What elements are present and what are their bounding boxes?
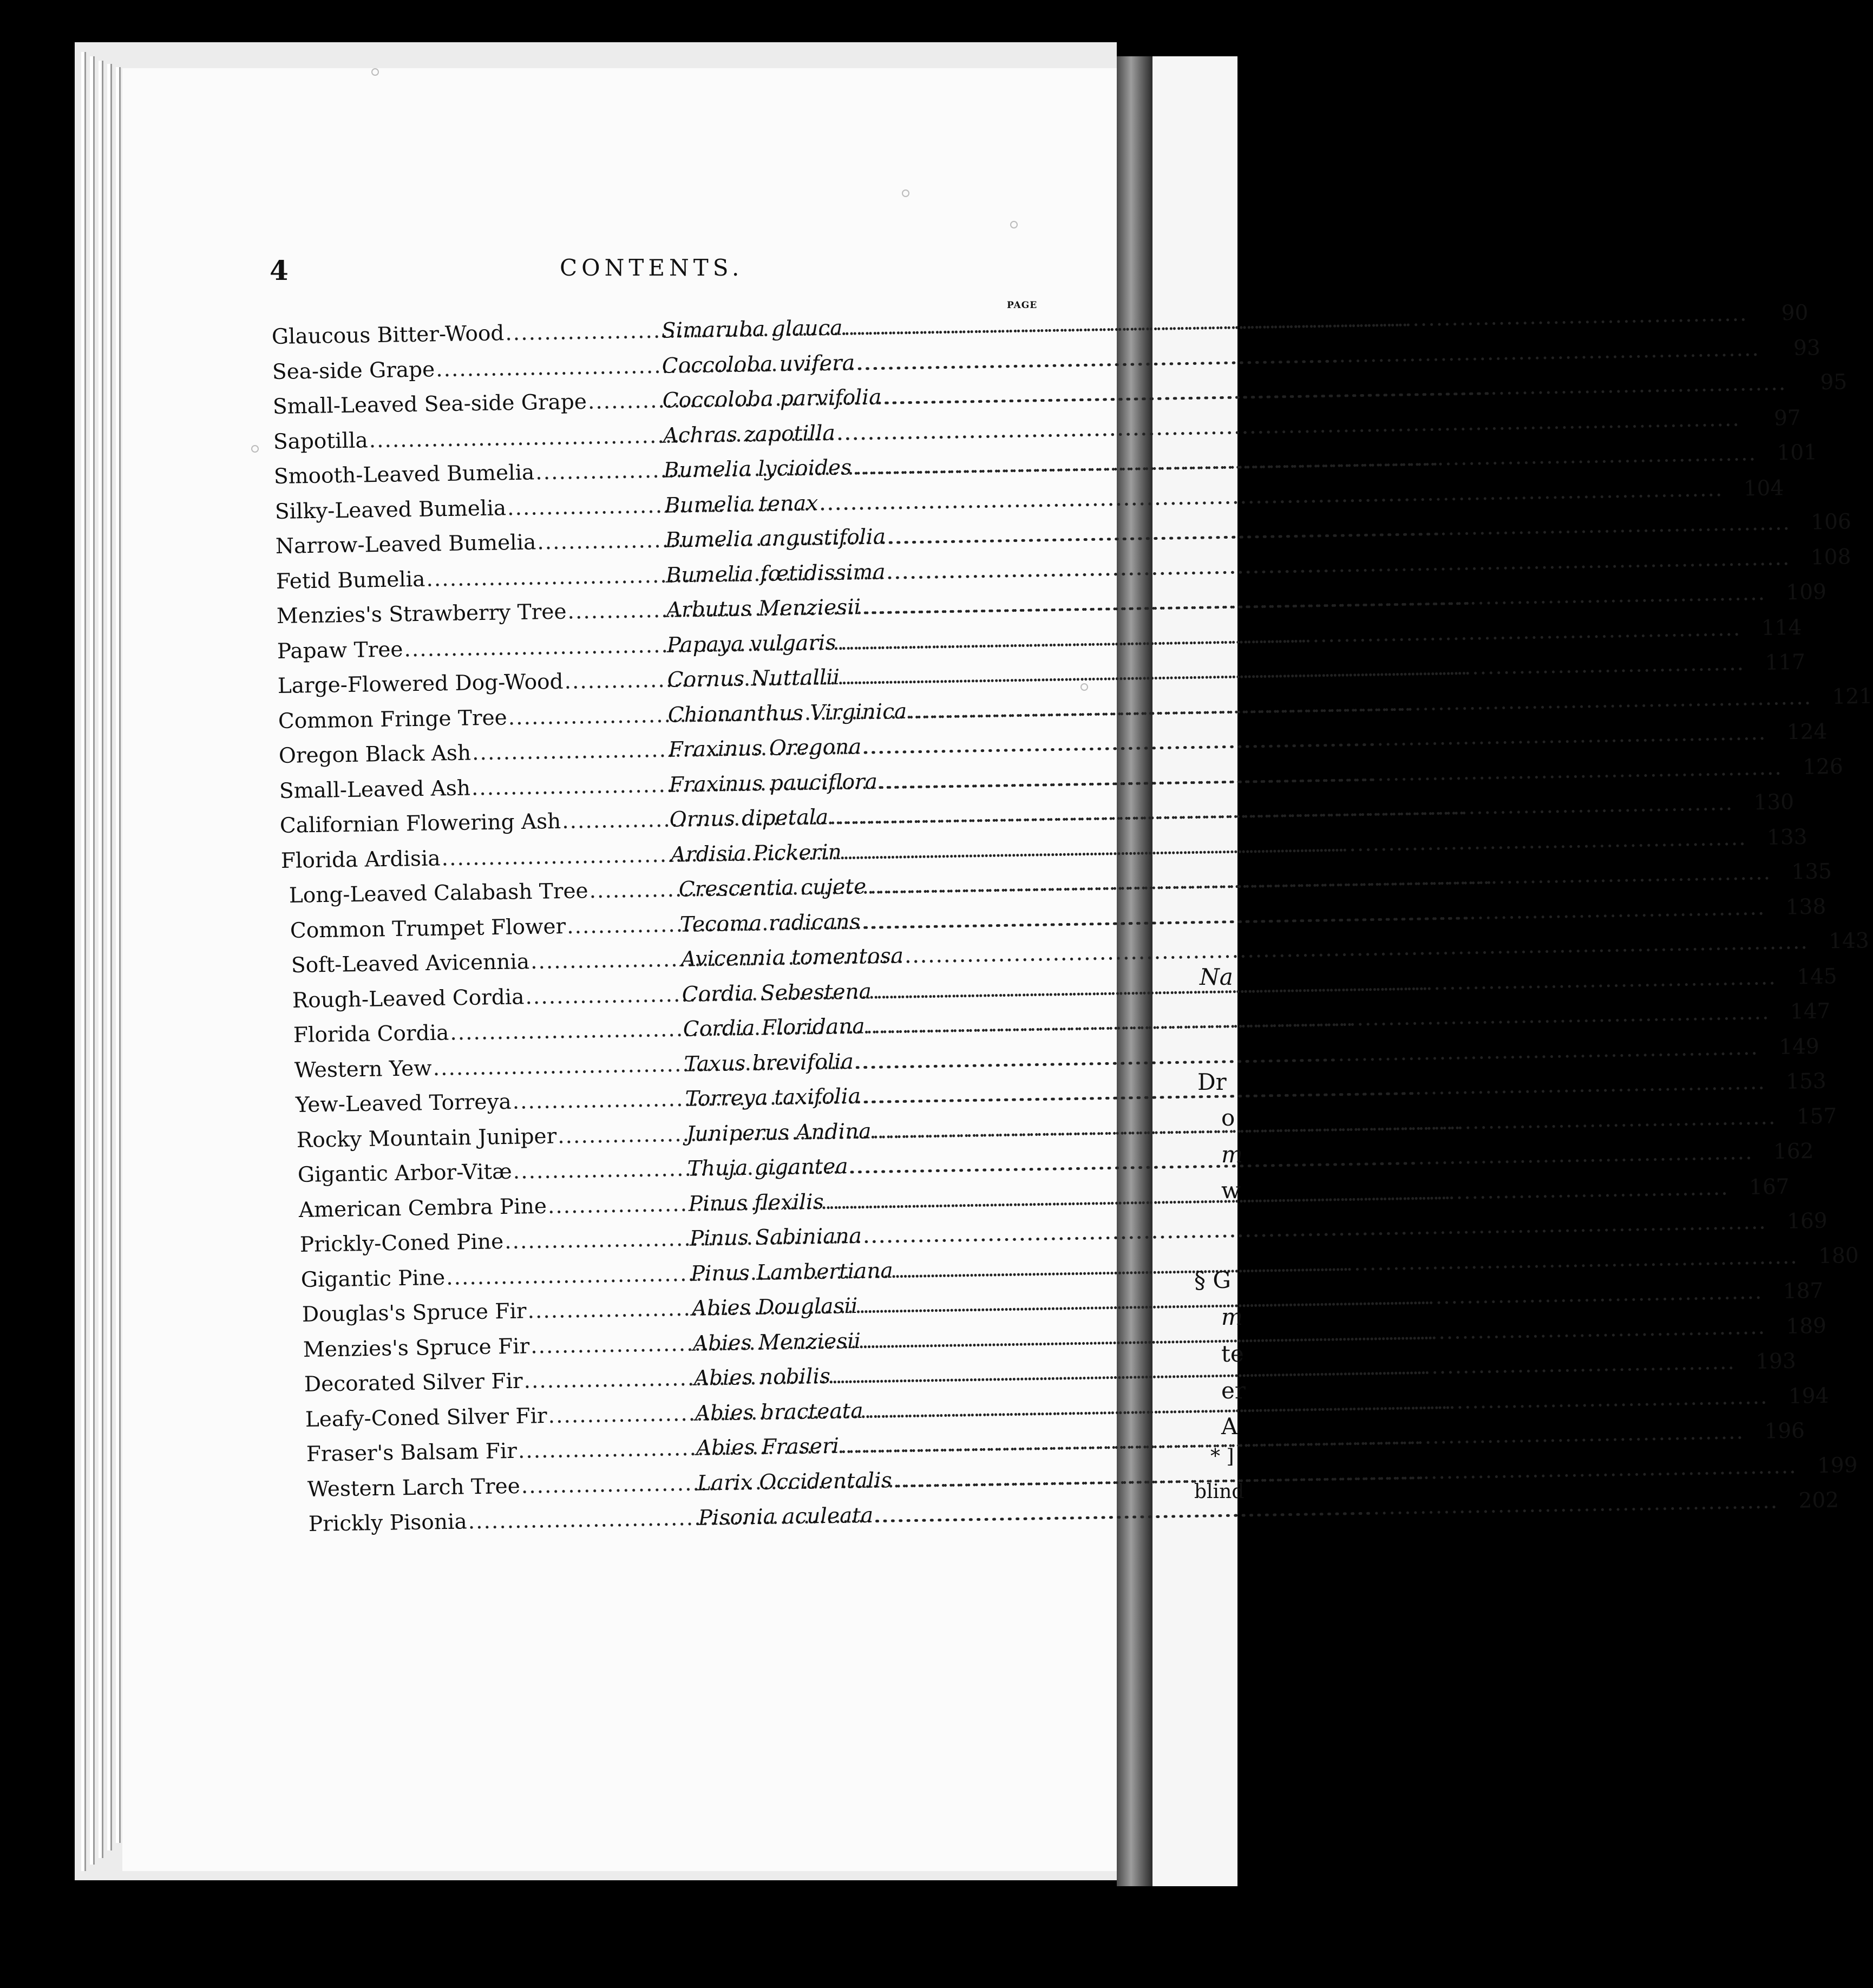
common-name: Gigantic Arbor-Vitæ — [297, 1159, 513, 1187]
page-reference: 117 — [1765, 650, 1806, 675]
page-reference: 114 — [1761, 615, 1802, 640]
latin-name: Fraxinus pauciflora — [669, 769, 878, 797]
common-name: Common Fringe Tree — [278, 705, 508, 734]
common-name: Common Trumpet Flower — [290, 914, 566, 943]
page-reference: 199 — [1817, 1453, 1858, 1478]
facing-page-text: m — [1221, 1304, 1243, 1330]
common-name: Silky-Leaved Bumelia — [274, 495, 506, 524]
latin-name: Achras zapotilla — [663, 421, 836, 448]
latin-name: Cordia Floridana — [683, 1014, 865, 1042]
common-name: Soft-Leaved Avicennia — [291, 950, 530, 978]
facing-page-text: te — [1221, 1340, 1244, 1367]
common-name: Western Yew — [294, 1056, 432, 1083]
common-name: Florida Cordia — [293, 1021, 449, 1048]
page-reference: 133 — [1766, 825, 1807, 850]
page-reference: 169 — [1786, 1208, 1828, 1234]
contents-entry — [306, 1418, 1805, 1473]
latin-name: Ardisia Pickerin — [670, 840, 842, 867]
latin-name: Avicennia tomentosa — [680, 944, 904, 972]
latin-name: Chionanthus Virginica — [667, 699, 907, 728]
facing-page-text: § G — [1194, 1267, 1231, 1293]
page-reference: 202 — [1798, 1488, 1839, 1513]
contents-entry — [278, 720, 1828, 774]
page-reference: 147 — [1790, 999, 1831, 1024]
latin-name: Arbutus Menziesii — [666, 595, 861, 623]
common-name: American Cembra Pine — [298, 1194, 547, 1222]
latin-name: Cordia Sebestena — [682, 979, 872, 1007]
latin-name: Coccoloba parvifolia — [662, 385, 882, 413]
facing-page-text: m — [1221, 1141, 1243, 1168]
latin-name: Simaruba glauca — [661, 316, 843, 343]
common-name: Decorated Silver Fir — [304, 1369, 523, 1397]
facing-page-text: Na — [1200, 964, 1233, 990]
page-reference: 109 — [1785, 580, 1827, 605]
latin-name: Pinus Lambertiana — [690, 1258, 894, 1286]
page-column-label: PAGE — [1007, 300, 1038, 311]
common-name: Florida Ardisia — [280, 846, 441, 873]
page-reference: 138 — [1785, 894, 1826, 920]
latin-name: Juniperus Andina — [686, 1119, 872, 1147]
common-name: Menzies's Strawberry Tree — [276, 599, 567, 629]
latin-name: Abies Douglasii — [691, 1293, 858, 1321]
page-reference: 97 — [1773, 406, 1802, 430]
page-reference: 143 — [1828, 928, 1870, 954]
facing-page-text: o — [1221, 1104, 1235, 1131]
common-name: Long-Leaved Calabash Tree — [289, 879, 588, 908]
latin-name: Pinus Sabiniana — [689, 1224, 862, 1251]
latin-name: Tecoma radicans — [679, 909, 861, 937]
page-reference: 130 — [1753, 790, 1795, 815]
common-name: Menzies's Spruce Fir — [303, 1333, 530, 1362]
latin-name: Bumelia lycioides — [663, 455, 852, 483]
page-reference: 121 — [1832, 684, 1873, 709]
page-reference: 180 — [1818, 1243, 1859, 1268]
common-name: Rough-Leaved Cordia — [292, 984, 525, 1013]
facing-page-text: * ] — [1210, 1446, 1234, 1468]
common-name: Leafy-Coned Silver Fir — [305, 1403, 547, 1432]
common-name: Rocky Mountain Juniper — [296, 1123, 557, 1153]
page-reference: 145 — [1796, 964, 1838, 989]
facing-page-text: w — [1221, 1177, 1241, 1204]
latin-name: Bumelia tenax — [664, 491, 818, 518]
latin-name: Torreya taxifolia — [685, 1084, 861, 1111]
latin-name: Fraxinus Oregona — [668, 735, 862, 762]
common-name: Prickly-Coned Pine — [299, 1230, 504, 1257]
latin-name: Crescentia cujete — [678, 874, 867, 902]
common-name: Sapotilla — [273, 428, 369, 454]
latin-name: Coccoloba uvifera — [662, 350, 855, 378]
page-reference: 167 — [1748, 1174, 1790, 1200]
page-reference: 153 — [1785, 1069, 1827, 1094]
contents-entry — [304, 1349, 1797, 1403]
page-reference: 124 — [1786, 720, 1828, 745]
facing-page-text: blind — [1194, 1481, 1245, 1503]
contents-entry — [280, 825, 1807, 879]
common-name: Large-Flowered Dog-Wood — [277, 669, 564, 698]
running-head: CONTENTS. — [560, 254, 744, 281]
common-name: Small-Leaved Sea-side Grape — [272, 389, 587, 419]
latin-name: Taxus brevifolia — [684, 1049, 854, 1077]
page-number: 4 — [270, 254, 289, 286]
common-name: Fraser's Balsam Fir — [306, 1438, 518, 1467]
page-reference: 194 — [1788, 1383, 1829, 1409]
page-reference: 189 — [1786, 1313, 1827, 1339]
latin-name: Thuja gigantea — [687, 1154, 848, 1181]
common-name: Sea-side Grape — [272, 357, 435, 384]
latin-name: Abies Menziesii — [692, 1329, 861, 1356]
dot-leader — [843, 302, 1748, 340]
page-reference: 187 — [1783, 1278, 1824, 1304]
page-reference: 157 — [1796, 1103, 1837, 1129]
page-reference: 196 — [1764, 1418, 1805, 1444]
page-reference: 104 — [1743, 475, 1784, 501]
common-name: Narrow-Leaved Bumelia — [275, 530, 536, 559]
common-name: Glaucous Bitter-Wood — [271, 321, 505, 349]
page-reference: 93 — [1793, 335, 1821, 361]
latin-name: Bumelia angustifolia — [665, 525, 886, 553]
facing-page-text: er — [1221, 1377, 1246, 1404]
facing-page-text: Dr — [1197, 1069, 1227, 1095]
common-name: Californian Flowering Ash — [279, 809, 561, 838]
page-reference: 135 — [1791, 859, 1832, 885]
latin-name: Abies nobilis — [693, 1364, 831, 1391]
latin-name: Abies Fraseri — [696, 1434, 840, 1461]
common-name: Smooth-Leaved Bumelia — [273, 460, 535, 489]
common-name: Gigantic Pine — [300, 1265, 446, 1292]
facing-page-text: A — [1221, 1413, 1238, 1440]
common-name: Oregon Black Ash — [278, 741, 471, 768]
page-reference: 162 — [1773, 1139, 1814, 1165]
common-name: Yew-Leaved Torreya — [295, 1089, 512, 1117]
page-reference: 90 — [1781, 300, 1809, 326]
latin-name: Bumelia fœtidissima — [665, 559, 886, 588]
common-name: Fetid Bumelia — [276, 567, 425, 594]
latin-name: Pisonia aculeata — [698, 1503, 874, 1531]
latin-name: Papaya vulgaris — [666, 630, 836, 658]
latin-name: Ornus dipetala — [669, 805, 829, 832]
common-name: Prickly Pisonia — [308, 1509, 468, 1536]
latin-name: Larix Occidentalis — [697, 1468, 892, 1496]
common-name: Small-Leaved Ash — [279, 775, 471, 803]
contents-entry — [299, 1208, 1828, 1263]
latin-name: Pinus flexilis — [688, 1189, 824, 1217]
page-reference: 108 — [1810, 544, 1851, 570]
common-name: Douglas's Spruce Fir — [302, 1299, 527, 1327]
latin-name: Abies bracteata — [695, 1398, 863, 1426]
common-name: Papaw Tree — [277, 637, 403, 664]
page-reference: 193 — [1755, 1349, 1797, 1374]
common-name: Western Larch Tree — [307, 1474, 521, 1502]
page-reference: 95 — [1820, 370, 1848, 395]
page-reference: 149 — [1778, 1034, 1820, 1060]
page-reference: 126 — [1803, 754, 1844, 780]
page-reference: 101 — [1777, 440, 1818, 466]
page-reference: 106 — [1810, 509, 1851, 535]
latin-name: Cornus Nuttallii — [667, 665, 840, 692]
